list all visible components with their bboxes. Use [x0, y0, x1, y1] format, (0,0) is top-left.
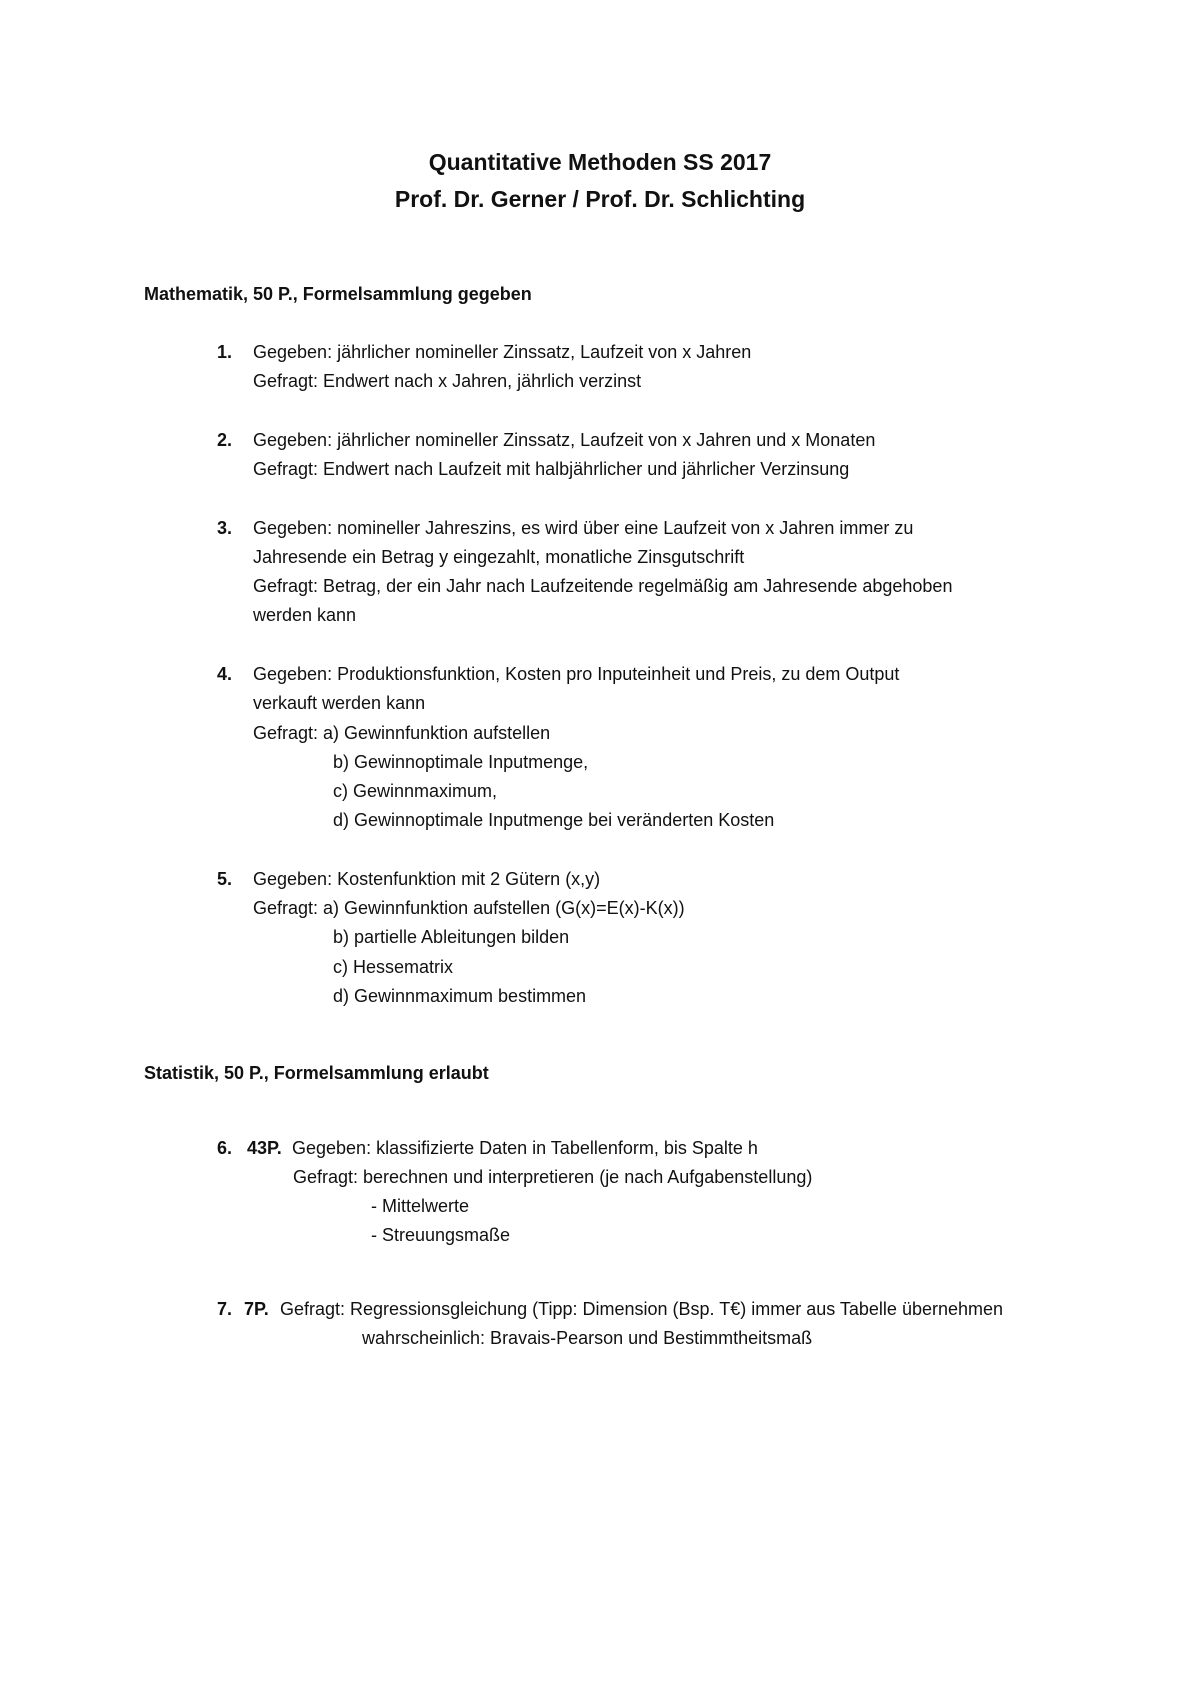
- item-3-line-4: werden kann: [253, 605, 357, 625]
- item-number-4: 4.: [217, 664, 233, 684]
- item-4-line-1: Gegeben: Produktionsfunktion, Kosten pro Inputeinheit und Preis, zu dem Output: [253, 664, 900, 684]
- item-4-line-2: verkauft werden kann: [253, 693, 426, 713]
- item-4-line-5: c) Gewinnmaximum,: [333, 781, 498, 801]
- document-title: Quantitative Methoden SS 2017: [428, 149, 772, 175]
- item-5-line-5: d) Gewinnmaximum bestimmen: [333, 986, 587, 1006]
- item-1-line-2: Gefragt: Endwert nach x Jahren, jährlich verzinst: [253, 371, 642, 391]
- item-3-line-1: Gegeben: nomineller Jahreszins, es wird über eine Laufzeit von x Jahren immer zu: [253, 518, 914, 538]
- item-5-line-1: Gegeben: Kostenfunktion mit 2 Gütern (x,y): [253, 869, 601, 889]
- item-2-line-2: Gefragt: Endwert nach Laufzeit mit halbjährlicher und jährlicher Verzinsung: [253, 459, 850, 479]
- section-heading-statistik: Statistik, 50 P., Formelsammlung erlaubt: [144, 1063, 489, 1083]
- item-number-5: 5.: [217, 869, 233, 889]
- item-6-points: 43P.: [247, 1138, 282, 1158]
- item-number-1: 1.: [217, 342, 233, 362]
- item-6-line-2: Gefragt: berechnen und interpretieren (je nach Aufgabenstellung): [293, 1167, 813, 1187]
- item-6-line-1: Gegeben: klassifizierte Daten in Tabellenform, bis Spalte h: [292, 1138, 758, 1158]
- item-4-line-6: d) Gewinnoptimale Inputmenge bei veränderten Kosten: [333, 810, 775, 830]
- item-number-2: 2.: [217, 430, 233, 450]
- item-1-line-1: Gegeben: jährlicher nomineller Zinssatz, Laufzeit von x Jahren: [253, 342, 752, 362]
- item-5-line-4: c) Hessematrix: [333, 957, 454, 977]
- item-number-7: 7.: [217, 1299, 233, 1319]
- item-4-line-4: b) Gewinnoptimale Inputmenge,: [333, 752, 589, 772]
- item-6-line-4: - Streuungsmaße: [371, 1225, 511, 1245]
- item-7-line-1: Gefragt: Regressionsgleichung (Tipp: Dimension (Bsp. T€) immer aus Tabelle übernehmen: [280, 1299, 1004, 1319]
- item-7-line-2: wahrscheinlich: Bravais-Pearson und Bestimmtheitsmaß: [362, 1328, 813, 1348]
- item-number-6: 6.: [217, 1138, 233, 1158]
- item-2-line-1: Gegeben: jährlicher nomineller Zinssatz, Laufzeit von x Jahren und x Monaten: [253, 430, 876, 450]
- item-6-line-3: - Mittelwerte: [371, 1196, 470, 1216]
- item-number-3: 3.: [217, 518, 233, 538]
- section-heading-mathematik: Mathematik, 50 P., Formelsammlung gegeben: [144, 284, 532, 304]
- document-subtitle: Prof. Dr. Gerner / Prof. Dr. Schlichting: [394, 186, 806, 212]
- item-3-line-2: Jahresende ein Betrag y eingezahlt, monatliche Zinsgutschrift: [253, 547, 745, 567]
- item-5-line-3: b) partielle Ableitungen bilden: [333, 927, 570, 947]
- item-4-line-3: Gefragt: a) Gewinnfunktion aufstellen: [253, 723, 551, 743]
- item-5-line-2: Gefragt: a) Gewinnfunktion aufstellen (G(x)=E(x)-K(x)): [253, 898, 685, 918]
- item-3-line-3: Gefragt: Betrag, der ein Jahr nach Laufzeitende regelmäßig am Jahresende abgehoben: [253, 576, 953, 596]
- item-7-points: 7P.: [244, 1299, 269, 1319]
